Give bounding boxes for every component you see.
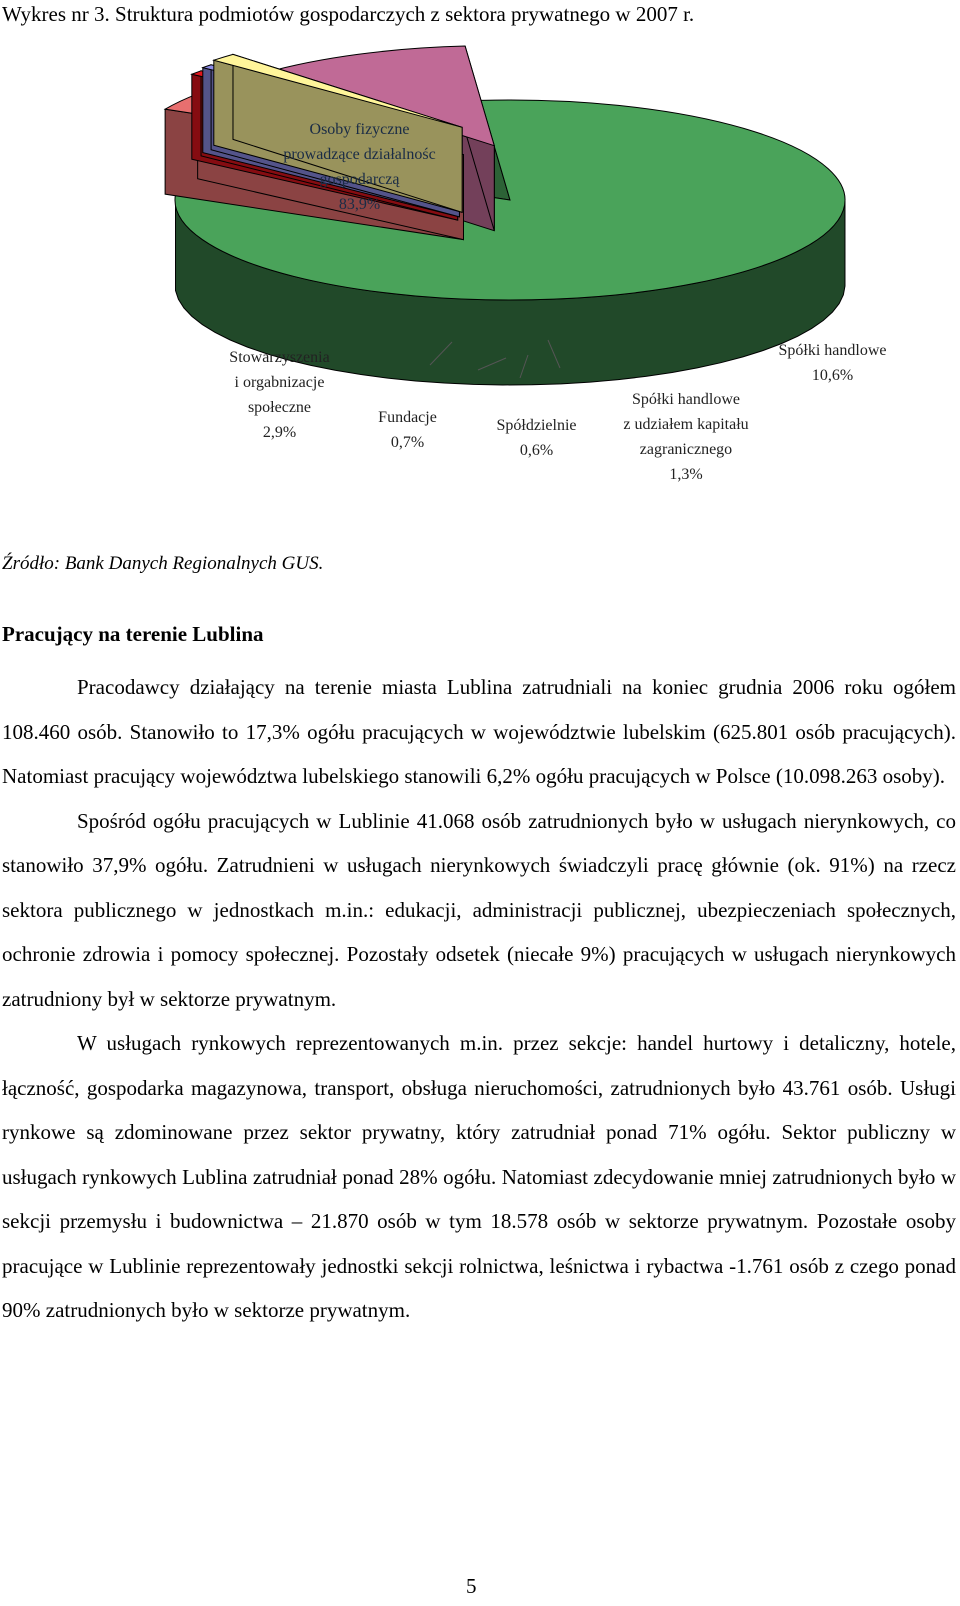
label-line: Spółki handlowe <box>632 391 740 408</box>
paragraph: Spośród ogółu pracujących w Lublinie 41.068 osób zatrudnionych było w usługach nierynkowych, co stanowiło 37,9% ogółu. Zatrudnieni w usługach nierynkowych świadczyli pracę głównie (ok. 91%) na rzecz sektora publicznego w jednostkach m.in.: edukacji, administracji publicznej, ubezpieczeniach społecznych, ochronie zdrowia i pomocy społecznej. Pozostały odsetek (niecałe 9%) pracujących w usługach nierynkowych zatrudniony był w sektorze prywatnym. <box>2 808 956 1011</box>
label-line: i orgabnizacje <box>234 374 325 391</box>
slice-label-osoby-fizyczne <box>272 117 447 217</box>
chart-caption: Wykres nr 3. Struktura podmiotów gospodarczych z sektora prywatnego w 2007 r. <box>2 2 695 26</box>
label-line: Fundacje <box>378 409 437 426</box>
paragraph: Pracodawcy działający na terenie miasta Lublina zatrudniali na koniec grudnia 2006 roku ogółem 108.460 osób. Stanowiło to 17,3% ogółu pracujących w województwie lubelskim (625.801 osób pracujących). Natomiast pracujący województwa lubelskiego stanowili 6,2% ogółu pracujących w Polsce (10.098.263 osoby). <box>2 675 956 788</box>
label-line: 1,3% <box>669 466 703 483</box>
section-heading: Pracujący na terenie Lublina <box>2 622 264 646</box>
slice-label-spolki-zagraniczne <box>606 387 766 487</box>
label-line: Stowarzyszenia <box>229 349 330 366</box>
label-line: społeczne <box>247 399 312 416</box>
label-line: 0,6% <box>519 442 554 459</box>
label-line: z udziałem kapitału <box>623 416 749 433</box>
slice-label-spolki-handlowe <box>760 338 905 388</box>
label-line: 2,9% <box>262 424 297 441</box>
label-line: 83,9% <box>338 196 381 213</box>
label-line: zagranicznego <box>639 441 733 458</box>
body-text <box>2 665 956 1333</box>
page-number: 5 <box>466 1574 477 1598</box>
label-line: Spółki handlowe <box>778 342 887 359</box>
label-line: prowadzące działalnośc <box>283 146 436 163</box>
label-line: gospodarczą <box>319 171 400 188</box>
pie-chart <box>0 0 960 500</box>
paragraph: W usługach rynkowych reprezentowanych m.in. przez sekcje: handel hurtowy i detaliczny, hotele, łączność, gospodarka magazynowa, transport, obsługa nieruchomości, zatrudnionych było 43.761 osób. Usługi rynkowe są zdominowane przez sektor prywatny, który zatrudniał ponad 71% ogółu. Sektor publiczny w usługach rynkowych Lublina zatrudniał ponad 28% ogółu. Natomiast zdecydowanie mniej zatrudnionych było w sekcji przemysłu i budownictwa – 21.870 osób w tym 18.578 osób w sektorze prywatnym. Pozostałe osoby pracujące w Lublinie reprezentowały jednostki sekcji rolnictwa, leśnictwa i rybactwa -1.761 osób z czego ponad 90% zatrudnionych było w sektorze prywatnym. <box>2 1031 956 1322</box>
chart-source: Źródło: Bank Danych Regionalnych GUS. <box>2 553 324 574</box>
slice-label-stowarzyszenia <box>202 345 357 445</box>
slice-label-fundacje <box>365 405 450 455</box>
label-line: 10,6% <box>811 367 854 384</box>
label-line: Osoby fizyczne <box>309 121 410 138</box>
label-line: 0,7% <box>390 434 425 451</box>
label-line: Spółdzielnie <box>496 417 577 434</box>
slice-label-spoldzielnie <box>484 413 589 463</box>
